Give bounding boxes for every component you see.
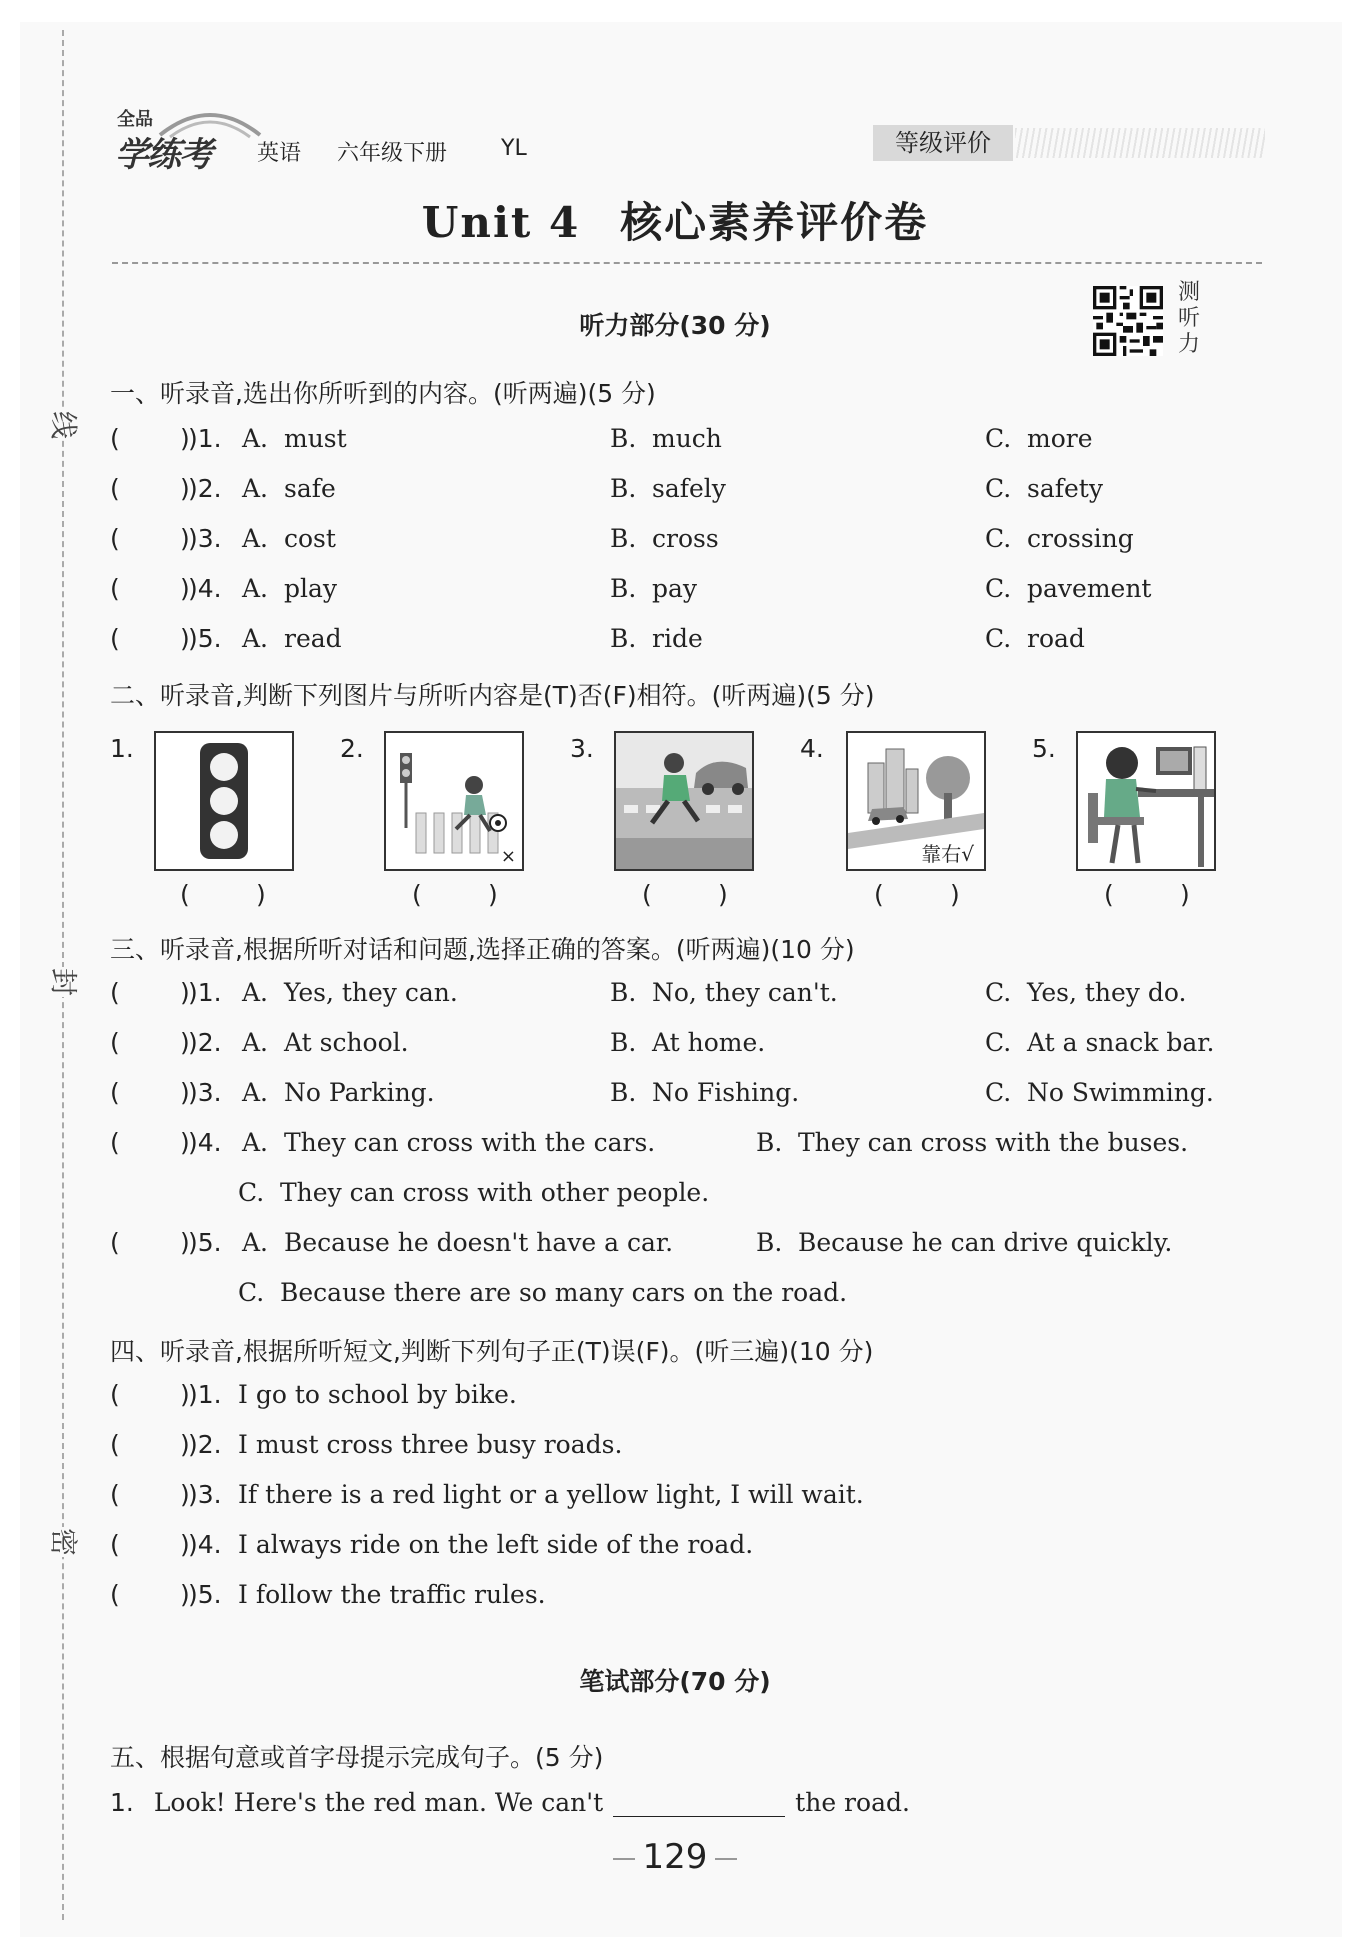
paren-right: ) <box>718 880 728 909</box>
statement-text: I must cross three busy roads. <box>238 1430 623 1459</box>
part4-heading: 四、听录音,根据所听短文,判断下列句子正(T)误(F)。(听三遍)(10 分) <box>110 1337 874 1366</box>
boy-running-road-icon <box>616 733 752 869</box>
item-number: )3. <box>188 1480 222 1509</box>
traffic-light-icon <box>156 733 292 869</box>
paren-right: ) <box>180 474 190 503</box>
item-number: )5. <box>188 624 222 653</box>
option[interactable] <box>985 574 1151 603</box>
option[interactable] <box>985 424 1093 453</box>
item-number: )3. <box>188 1078 222 1107</box>
paren-left: ( <box>110 1028 120 1057</box>
option[interactable] <box>610 978 838 1007</box>
option-letter: B. <box>610 978 637 1007</box>
paren-right: ) <box>180 1530 190 1559</box>
option-letter: C. <box>985 978 1012 1007</box>
option-letter: A. <box>242 424 269 453</box>
pic-number: 1. <box>110 734 134 763</box>
option-letter: A. <box>242 474 269 503</box>
paren-right: ) <box>1180 880 1190 909</box>
option-letter: A. <box>242 574 269 603</box>
picture-note: 靠右√ <box>921 842 974 866</box>
option-text: At a snack bar. <box>1027 1028 1215 1057</box>
option-text: No, they can't. <box>652 978 838 1007</box>
option[interactable] <box>985 978 1186 1007</box>
paren-left: ( <box>110 624 120 653</box>
option-letter: B. <box>610 1028 637 1057</box>
option-text: must <box>284 424 347 453</box>
boy-at-computer-icon <box>1078 733 1214 869</box>
side-label-feng: 封 <box>45 967 85 997</box>
option-letter: B. <box>610 624 637 653</box>
paren-right: ) <box>180 1078 190 1107</box>
paren-right: ) <box>180 524 190 553</box>
item-number: )3. <box>188 524 222 553</box>
picture-boy-running-road <box>614 731 754 871</box>
option-letter: B. <box>610 524 637 553</box>
part3-heading: 三、听录音,根据所听对话和问题,选择正确的答案。(听两遍)(10 分) <box>110 935 855 964</box>
paren-left: ( <box>110 474 120 503</box>
option-letter: B. <box>610 424 637 453</box>
option[interactable] <box>756 1128 1188 1157</box>
option-letter: A. <box>242 624 269 653</box>
title-divider <box>112 262 1262 264</box>
option-text: Because he can drive quickly. <box>798 1228 1173 1257</box>
picture-boy-football-crosswalk <box>384 731 524 871</box>
option-letter: C. <box>985 424 1012 453</box>
option-text: Yes, they can. <box>284 978 458 1007</box>
option-letter: C. <box>985 1078 1012 1107</box>
option-letter: C. <box>985 574 1012 603</box>
grade: 六年级下册 <box>337 141 448 166</box>
option[interactable] <box>242 1028 409 1057</box>
option-text: read <box>284 624 342 653</box>
sentence-after: the road. <box>795 1788 910 1817</box>
paren-right: ) <box>180 624 190 653</box>
option[interactable] <box>242 1078 435 1107</box>
paren-right: ) <box>950 880 960 909</box>
qr-code-icon[interactable] <box>1093 286 1163 356</box>
option[interactable] <box>242 624 342 653</box>
picture-traffic-light <box>154 731 294 871</box>
option-letter: A. <box>242 1228 269 1257</box>
statement-text: If there is a red light or a yellow light, I will wait. <box>238 1480 864 1509</box>
option[interactable] <box>610 1028 765 1057</box>
paren-left: ( <box>180 880 190 909</box>
option-letter: A. <box>242 1078 269 1107</box>
option[interactable] <box>610 474 726 503</box>
option-text: safely <box>652 474 726 503</box>
option-text: play <box>284 574 338 603</box>
statement-text: I always ride on the left side of the road. <box>238 1530 754 1559</box>
answer-blank[interactable] <box>613 1792 785 1817</box>
side-label-mi: 密 <box>45 1527 85 1557</box>
paren-right: ) <box>180 1480 190 1509</box>
option-text: Because he doesn't have a car. <box>284 1228 674 1257</box>
option[interactable] <box>985 524 1134 553</box>
option-letter: B. <box>756 1128 783 1157</box>
paren-right: ) <box>180 978 190 1007</box>
pic-number: 4. <box>800 734 824 763</box>
option-letter: C. <box>985 524 1012 553</box>
option-text: much <box>652 424 722 453</box>
pic-number: 5. <box>1032 734 1056 763</box>
option-text: safe <box>284 474 336 503</box>
option-text: pavement <box>1027 574 1152 603</box>
option-text: They can cross with other people. <box>280 1178 710 1207</box>
option-letter: C. <box>238 1278 265 1307</box>
pic-number: 3. <box>570 734 594 763</box>
option[interactable] <box>756 1228 1172 1257</box>
option[interactable] <box>985 1028 1214 1057</box>
picture-boy-at-computer <box>1076 731 1216 871</box>
paren-right: ) <box>180 1430 190 1459</box>
paren-left: ( <box>110 1228 120 1257</box>
option-text: ride <box>652 624 703 653</box>
option[interactable] <box>610 574 697 603</box>
paren-left: ( <box>412 880 422 909</box>
paren-left: ( <box>874 880 884 909</box>
paren-right: ) <box>256 880 266 909</box>
logo-main-text: 学练考 <box>115 135 211 175</box>
option-letter: A. <box>242 978 269 1007</box>
choice-item <box>110 474 1280 510</box>
option[interactable] <box>985 474 1103 503</box>
paren-right: ) <box>180 424 190 453</box>
fill-blank-item <box>110 1788 1280 1824</box>
logo-top-text: 全品 <box>117 109 153 130</box>
true-false-item <box>110 1430 1280 1466</box>
part5-heading: 五、根据句意或首字母提示完成句子。(5 分) <box>110 1743 604 1772</box>
option-letter: C. <box>985 1028 1012 1057</box>
true-false-item <box>110 1580 1280 1616</box>
paren-left: ( <box>110 1430 120 1459</box>
paren-right: ) <box>180 1028 190 1057</box>
paren-left: ( <box>642 880 652 909</box>
true-false-item <box>110 1380 1280 1416</box>
item-number: )1. <box>188 424 222 453</box>
item-number: )2. <box>188 1430 222 1459</box>
option-text: No Swimming. <box>1027 1078 1214 1107</box>
paren-left: ( <box>110 1480 120 1509</box>
item-number: )4. <box>188 574 222 603</box>
option-letter: B. <box>610 574 637 603</box>
option-letter: B. <box>756 1228 783 1257</box>
option-letter: B. <box>610 1078 637 1107</box>
option[interactable] <box>985 624 1085 653</box>
choice-item <box>110 574 1280 610</box>
option[interactable] <box>985 1078 1214 1107</box>
option-letter: C. <box>985 474 1012 503</box>
paren-left: ( <box>110 1078 120 1107</box>
written-section-title: 笔试部分(70 分) <box>579 1667 771 1696</box>
option[interactable] <box>242 424 347 453</box>
item-number: )5. <box>188 1228 222 1257</box>
paren-left: ( <box>110 524 120 553</box>
page-title <box>0 190 1350 250</box>
option-text: They can cross with the buses. <box>798 1128 1189 1157</box>
item-number: )1. <box>188 978 222 1007</box>
side-label-xian: 线 <box>45 410 85 440</box>
option-text: At home. <box>652 1028 766 1057</box>
subject: 英语 <box>257 141 302 166</box>
paren-left: ( <box>110 1530 120 1559</box>
option-letter: A. <box>242 524 269 553</box>
true-false-item <box>110 1530 1280 1566</box>
statement-text: I follow the traffic rules. <box>238 1580 546 1609</box>
listening-section-title: 听力部分(30 分) <box>579 311 771 340</box>
option[interactable] <box>242 574 337 603</box>
option[interactable] <box>242 474 336 503</box>
item-number: )4. <box>188 1530 222 1559</box>
option[interactable] <box>242 978 458 1007</box>
option[interactable] <box>610 424 722 453</box>
brand-logo <box>115 105 265 175</box>
choice-item <box>110 1128 1280 1214</box>
option-letter: A. <box>242 1128 269 1157</box>
option-text: No Parking. <box>284 1078 435 1107</box>
paren-right: ) <box>180 574 190 603</box>
statement-text: I go to school by bike. <box>238 1380 517 1409</box>
option[interactable] <box>238 1278 847 1307</box>
edition: YL <box>501 136 527 161</box>
paren-right: ) <box>180 1580 190 1609</box>
paper-name: 核心素养评价卷 <box>620 198 929 247</box>
item-number: )2. <box>188 474 222 503</box>
option-text: Yes, they do. <box>1027 978 1187 1007</box>
option[interactable] <box>610 524 719 553</box>
choice-item <box>110 424 1280 460</box>
sentence-before: Look! Here's the red man. We can't <box>153 1788 604 1817</box>
option-letter: C. <box>985 624 1012 653</box>
option-text: road <box>1027 624 1085 653</box>
paren-left: ( <box>1104 880 1114 909</box>
choice-item <box>110 1228 1280 1314</box>
picture-note: × <box>500 846 516 867</box>
option-text: pay <box>652 574 698 603</box>
item-number: 1. <box>110 1788 134 1817</box>
option[interactable] <box>238 1178 709 1207</box>
option[interactable] <box>242 524 336 553</box>
badge-decoration <box>1015 128 1265 158</box>
choice-item <box>110 524 1280 560</box>
option-letter: B. <box>610 474 637 503</box>
option-text: crossing <box>1027 524 1134 553</box>
paren-right: ) <box>180 1228 190 1257</box>
item-number: )2. <box>188 1028 222 1057</box>
header <box>115 100 1265 180</box>
unit-label: Unit 4 <box>421 198 581 247</box>
option-text: No Fishing. <box>652 1078 800 1107</box>
option-text: They can cross with the cars. <box>284 1128 656 1157</box>
item-number: )1. <box>188 1380 222 1409</box>
picture-car-city-road <box>846 731 986 871</box>
pic-number: 2. <box>340 734 364 763</box>
item-number: )4. <box>188 1128 222 1157</box>
true-false-item <box>110 1480 1280 1516</box>
qr-label: 测听力 <box>1178 280 1201 357</box>
paren-right: ) <box>488 880 498 909</box>
paren-left: ( <box>110 574 120 603</box>
option[interactable] <box>610 1078 799 1107</box>
option-text: cross <box>652 524 719 553</box>
paren-right: ) <box>180 1380 190 1409</box>
option[interactable] <box>242 1128 655 1157</box>
paren-left: ( <box>110 1380 120 1409</box>
option[interactable] <box>242 1228 673 1257</box>
option[interactable] <box>610 624 703 653</box>
option-text: cost <box>284 524 336 553</box>
option-text: safety <box>1027 474 1103 503</box>
paren-right: ) <box>180 1128 190 1157</box>
option-text: At school. <box>284 1028 409 1057</box>
page-number: 129 <box>642 1837 708 1877</box>
option-text: more <box>1027 424 1093 453</box>
part2-heading: 二、听录音,判断下列图片与所听内容是(T)否(F)相符。(听两遍)(5 分) <box>110 681 875 710</box>
paren-left: ( <box>110 1128 120 1157</box>
paren-left: ( <box>110 1580 120 1609</box>
option-letter: A. <box>242 1028 269 1057</box>
page-number-wrap <box>0 1837 1350 1877</box>
grade-badge: 等级评价 <box>873 125 1013 161</box>
option-text: Because there are so many cars on the road. <box>280 1278 848 1307</box>
part1-heading: 一、听录音,选出你所听到的内容。(听两遍)(5 分) <box>110 379 656 408</box>
choice-item <box>110 624 1280 660</box>
item-number: )5. <box>188 1580 222 1609</box>
option-letter: C. <box>238 1178 265 1207</box>
paren-left: ( <box>110 424 120 453</box>
paren-left: ( <box>110 978 120 1007</box>
